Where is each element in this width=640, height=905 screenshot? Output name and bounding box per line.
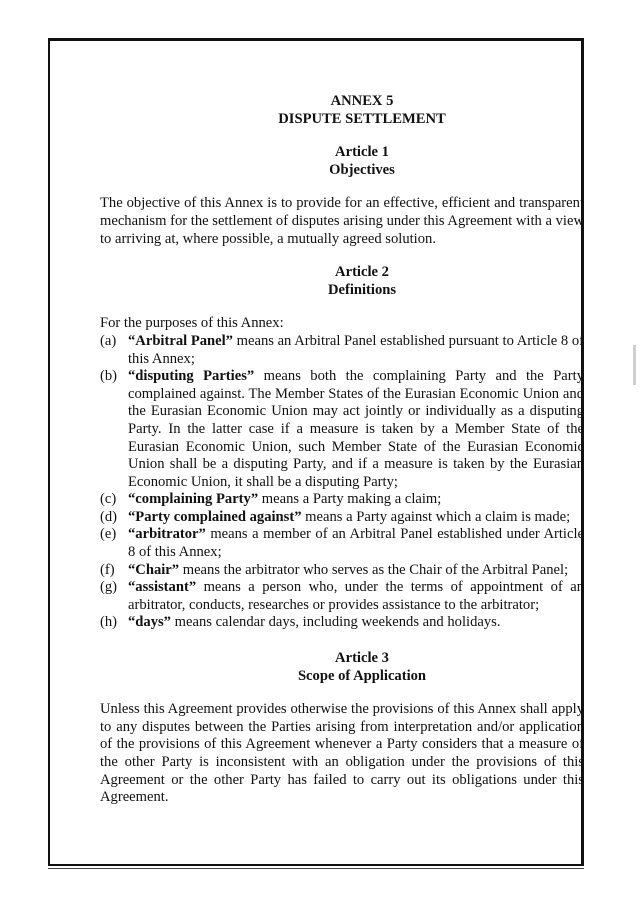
article2-intro: For the purposes of this Annex: — [100, 315, 284, 332]
definition-term: “days” — [128, 614, 171, 631]
definition-text: means a member of an Arbitral Panel established under Article 8 of this Annex; — [128, 526, 584, 561]
definition-text: means a Party against which a claim is made; — [301, 508, 571, 525]
article3-title: Scope of Application — [297, 667, 427, 684]
definition-label: (d) — [100, 508, 118, 525]
article3-text: Unless this Agreement provides otherwise the provisions of this Annex shall apply to any disputes between the Parties arising from interpretation and/or application of the provisions of this Agreement whenever a Party considers that a measure of the other Party is inconsistent with an obligation under the provisions of this Agreement or the other Party has failed to carry out its obligations under this Agreement. — [100, 701, 584, 806]
definition-item — [100, 614, 584, 632]
definition-term: “Arbitral Panel” — [128, 332, 233, 349]
definition-term: “arbitrator” — [128, 526, 206, 543]
definition-label: (e) — [100, 526, 117, 543]
definition-text: means a person who, under the terms of appointment of an arbitrator, conducts, researches or provides assistance to the arbitrator; — [128, 579, 584, 613]
definition-label: (g) — [100, 579, 118, 596]
definition-term: “complaining Party” — [128, 491, 259, 508]
definition-item — [100, 562, 584, 580]
article3-heading: Article 3 — [335, 650, 389, 667]
article1-text: The objective of this Annex is to provide for an effective, efficient and transparent mechanism for the settlement of disputes arising under this Agreement with a view to arriving at, where possible, a mutually agreed solution. — [100, 195, 584, 247]
definition-item — [100, 491, 584, 509]
definition-term: “assistant” — [128, 579, 197, 596]
definition-text: means an Arbitral Panel established pursuant to Article 8 of this Annex; — [128, 332, 584, 367]
definitions-list — [100, 333, 584, 632]
definition-term: “disputing Parties” — [128, 368, 255, 385]
annex-subtitle: DISPUTE SETTLEMENT — [278, 110, 446, 127]
definition-item — [100, 333, 584, 368]
article1-heading: Article 1 — [335, 144, 389, 161]
definition-label: (b) — [100, 368, 118, 385]
definition-text: means both the complaining Party and the Party complained against. The Member States of the Eurasian Economic Union and the Eurasian Economic Union may act jointly or individually as a disputing Party. In the latter case if a measure is taken by a Member State of the Eurasian Economic Union, such Member State of the Eurasian Economic Union shall be a disputing Party, and if a measure is taken by the Eurasian Economic Union, it shall be a disputing Party; — [128, 368, 584, 490]
definition-label: (f) — [100, 561, 115, 578]
definition-text: means a Party making a claim; — [258, 491, 442, 508]
definition-text: means the arbitrator who serves as the Chair of the Arbitral Panel; — [179, 561, 569, 578]
annex-title: ANNEX 5 — [330, 93, 394, 109]
definition-item — [100, 368, 584, 491]
article2-title: Definitions — [327, 281, 397, 298]
definition-term: “Chair” — [128, 561, 180, 578]
definition-label: (a) — [100, 332, 117, 349]
scan-mark — [633, 345, 636, 385]
definition-term: “Party complained against” — [128, 508, 302, 525]
definition-item — [100, 579, 584, 614]
document-body — [100, 93, 584, 807]
page-border-rule — [48, 868, 584, 869]
definition-item — [100, 509, 584, 527]
definition-label: (h) — [100, 614, 118, 631]
definition-text: means calendar days, including weekends and holidays. — [170, 614, 501, 631]
definition-item — [100, 526, 584, 561]
article1-title: Objectives — [329, 161, 395, 178]
article2-heading: Article 2 — [335, 264, 389, 281]
definition-label: (c) — [100, 491, 117, 508]
